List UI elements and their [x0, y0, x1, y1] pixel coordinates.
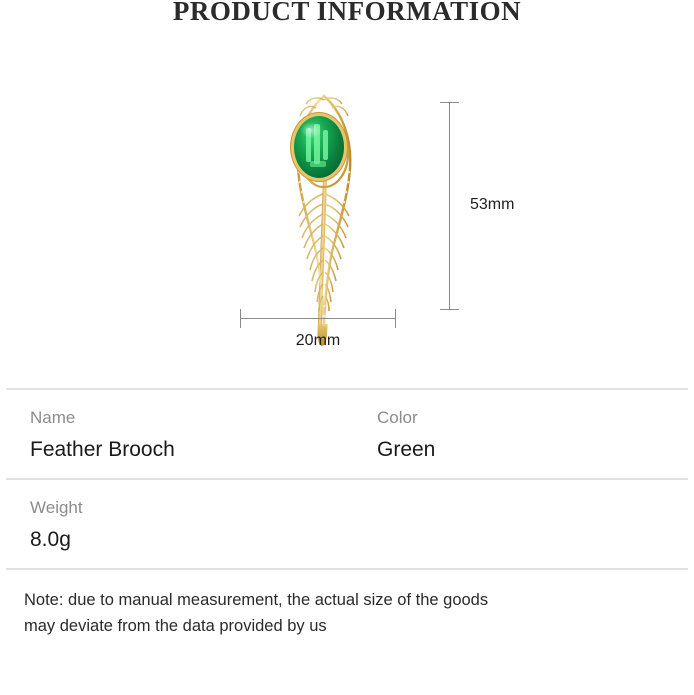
gem-facet — [310, 161, 326, 167]
spec-label: Name — [30, 408, 76, 427]
spec-value: 8.0g — [30, 528, 71, 551]
measurement-note — [0, 570, 694, 639]
spec-value: Green — [377, 438, 436, 461]
note-line-1: Note: due to manual measurement, the actual size of the goods — [24, 591, 489, 609]
page-header — [0, 0, 694, 38]
gem-highlight — [300, 122, 322, 138]
spec-cell-name — [0, 408, 347, 462]
width-dimension-line — [240, 318, 396, 319]
spec-label: Weight — [30, 498, 83, 517]
height-dimension-line — [449, 102, 450, 310]
dimension-cap-bottom — [440, 309, 459, 310]
spec-row — [0, 480, 694, 568]
width-dimension-label: 20mm — [295, 332, 341, 349]
note-line-2: may deviate from the data provided by us — [24, 616, 327, 635]
height-dimension-label: 53mm — [470, 196, 515, 213]
feather-brooch-image — [268, 88, 378, 303]
page-title: PRODUCT INFORMATION — [172, 0, 522, 26]
dimension-cap-right — [395, 309, 396, 328]
spec-value: Feather Brooch — [30, 438, 175, 461]
green-gemstone — [294, 116, 344, 178]
dimension-cap-left — [240, 309, 241, 328]
spec-row — [0, 390, 694, 478]
product-image-area — [0, 38, 694, 388]
spec-cell-color — [347, 408, 694, 462]
dimension-cap-top — [440, 102, 459, 103]
spec-cell-empty — [347, 498, 694, 552]
spec-cell-weight — [0, 498, 347, 552]
gem-facet — [323, 130, 328, 160]
spec-label: Color — [377, 408, 418, 427]
